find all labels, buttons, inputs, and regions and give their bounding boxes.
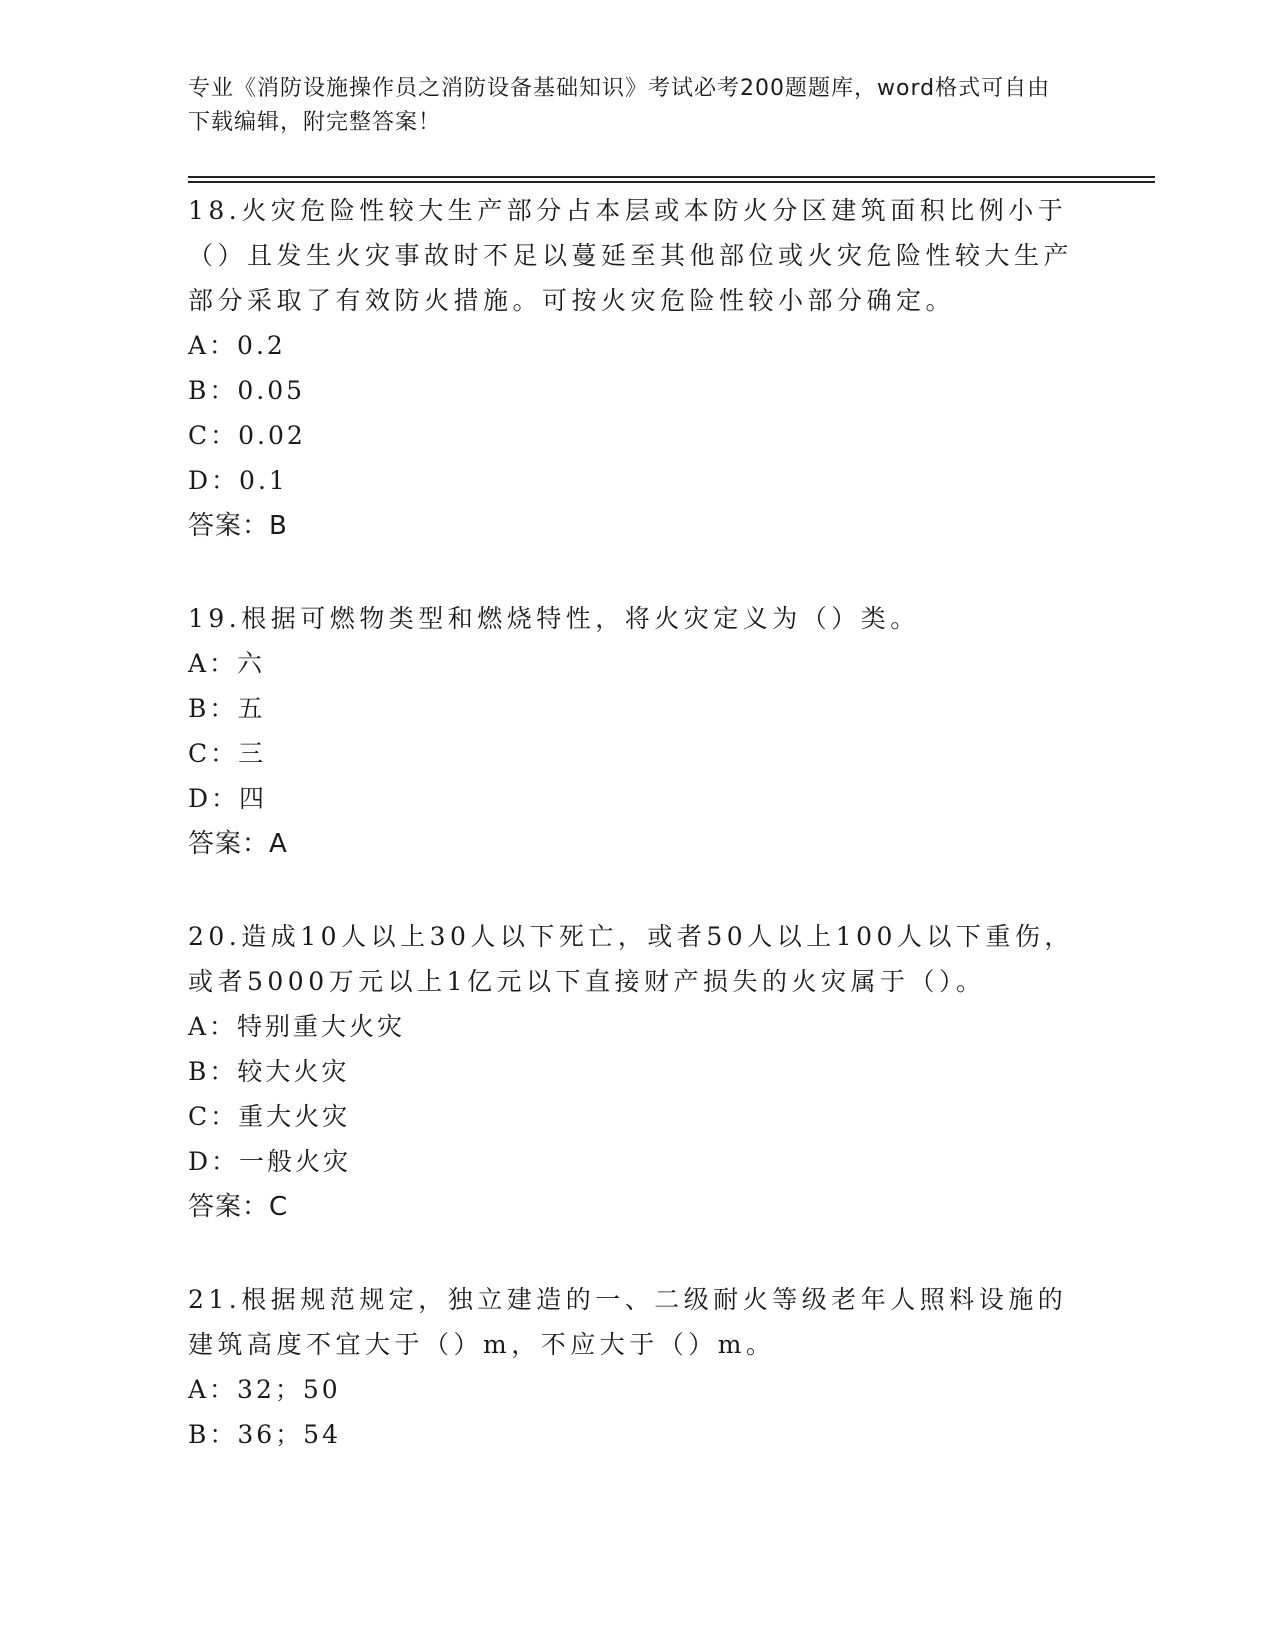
option-a: A：特别重大火灾 — [188, 1012, 406, 1041]
option-c: C：三 — [188, 739, 267, 768]
answer-line: 答案：A — [188, 829, 288, 859]
question-stem: 20.造成10人以上30人以下死亡，或者50人以上100人以下重伤，或者5000万元以上1亿元以下直接财产损失的火灾属于（）。 — [188, 922, 1074, 996]
question-18 — [188, 188, 1088, 549]
question-20 — [188, 914, 1088, 1230]
header-divider-top — [188, 176, 1155, 178]
option-b: B：五 — [188, 694, 266, 723]
option-d: D：四 — [188, 784, 268, 813]
option-b: B：较大火灾 — [188, 1057, 350, 1086]
option-a: A：0.2 — [188, 331, 286, 360]
option-d: D：0.1 — [188, 466, 288, 495]
document-header: 专业《消防设施操作员之消防设备基础知识》考试必考200题题库，word格式可自由下载编辑，附完整答案！ — [188, 76, 1051, 135]
option-d: D：一般火灾 — [188, 1147, 352, 1176]
answer-line: 答案：B — [188, 511, 288, 541]
option-c: C：重大火灾 — [188, 1102, 351, 1131]
answer-line: 答案：C — [188, 1192, 289, 1222]
option-b: B：36；54 — [188, 1420, 341, 1449]
option-a: A：32；50 — [188, 1375, 341, 1404]
header-divider-bottom — [188, 181, 1155, 183]
option-b: B：0.05 — [188, 376, 306, 405]
question-list — [188, 188, 1088, 1504]
question-21 — [188, 1277, 1088, 1457]
question-19 — [188, 596, 1088, 867]
option-c: C：0.02 — [188, 421, 306, 450]
question-stem: 18.火灾危险性较大生产部分占本层或本防火分区建筑面积比例小于（）且发生火灾事故时不足以蔓延至其他部位或火灾危险性较大生产部分采取了有效防火措施。可按火灾危险性较小部分确定。 — [188, 196, 1074, 315]
question-stem: 21.根据规范规定，独立建造的一、二级耐火等级老年人照料设施的建筑高度不宜大于（）m，不应大于（）m。 — [188, 1285, 1068, 1359]
option-a: A：六 — [188, 649, 266, 678]
question-stem: 19.根据可燃物类型和燃烧特性，将火灾定义为（）类。 — [188, 604, 920, 633]
